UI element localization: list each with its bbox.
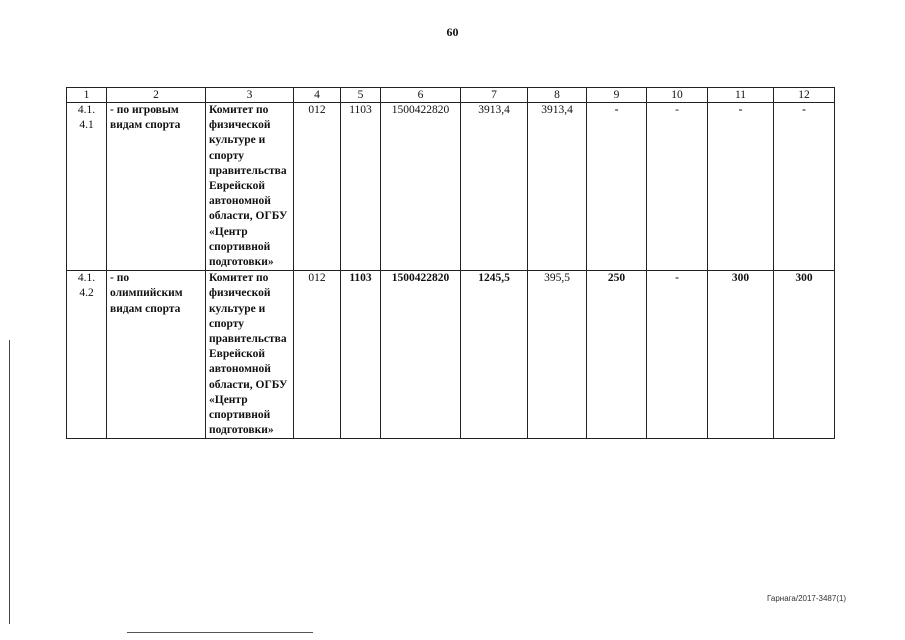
column-header: 9: [587, 88, 647, 103]
row-cell-c11: 300: [708, 271, 774, 439]
budget-table: [66, 87, 835, 439]
row-number: 4.1. 4.2: [67, 271, 107, 439]
row-cell-c6: 1500422820: [381, 271, 461, 439]
column-header: 4: [294, 88, 341, 103]
row-number: 4.1. 4.1: [67, 103, 107, 271]
column-header: 5: [341, 88, 381, 103]
row-cell-c6: 1500422820: [381, 103, 461, 271]
row-cell-c10: -: [647, 271, 708, 439]
footer-document-code: Гарнага/2017-3487(1): [767, 594, 847, 603]
table-row: [67, 103, 835, 271]
row-cell-c12: -: [774, 103, 835, 271]
row-name: - по олимпийским видам спорта: [107, 271, 206, 439]
row-cell-c5: 1103: [341, 103, 381, 271]
column-header: 2: [107, 88, 206, 103]
bottom-rule: [127, 632, 313, 633]
row-cell-c4: 012: [294, 271, 341, 439]
row-cell-c12: 300: [774, 271, 835, 439]
row-cell-c7: 1245,5: [461, 271, 528, 439]
row-cell-c11: -: [708, 103, 774, 271]
table-header-row: [67, 88, 835, 103]
column-header: 12: [774, 88, 835, 103]
column-header: 10: [647, 88, 708, 103]
row-cell-c8: 3913,4: [528, 103, 587, 271]
column-header: 3: [206, 88, 294, 103]
row-cell-c10: -: [647, 103, 708, 271]
row-cell-c5: 1103: [341, 271, 381, 439]
row-cell-c8: 395,5: [528, 271, 587, 439]
column-header: 7: [461, 88, 528, 103]
column-header: 11: [708, 88, 774, 103]
page-number: 60: [446, 25, 459, 39]
column-header: 6: [381, 88, 461, 103]
row-cell-c7: 3913,4: [461, 103, 528, 271]
row-cell-c9: -: [587, 103, 647, 271]
scan-margin-line: [9, 340, 10, 624]
table-row: [67, 271, 835, 439]
row-cell-c4: 012: [294, 103, 341, 271]
row-name: - по игровым видам спорта: [107, 103, 206, 271]
row-cell-c9: 250: [587, 271, 647, 439]
column-header: 1: [67, 88, 107, 103]
row-executor: Комитет по физической культуре и спорту правительства Еврейской автономной области, ОГБУ «Центр спортивной подготовки»: [206, 271, 294, 439]
row-executor: Комитет по физической культуре и спорту правительства Еврейской автономной области, ОГБУ «Центр спортивной подготовки»: [206, 103, 294, 271]
column-header: 8: [528, 88, 587, 103]
